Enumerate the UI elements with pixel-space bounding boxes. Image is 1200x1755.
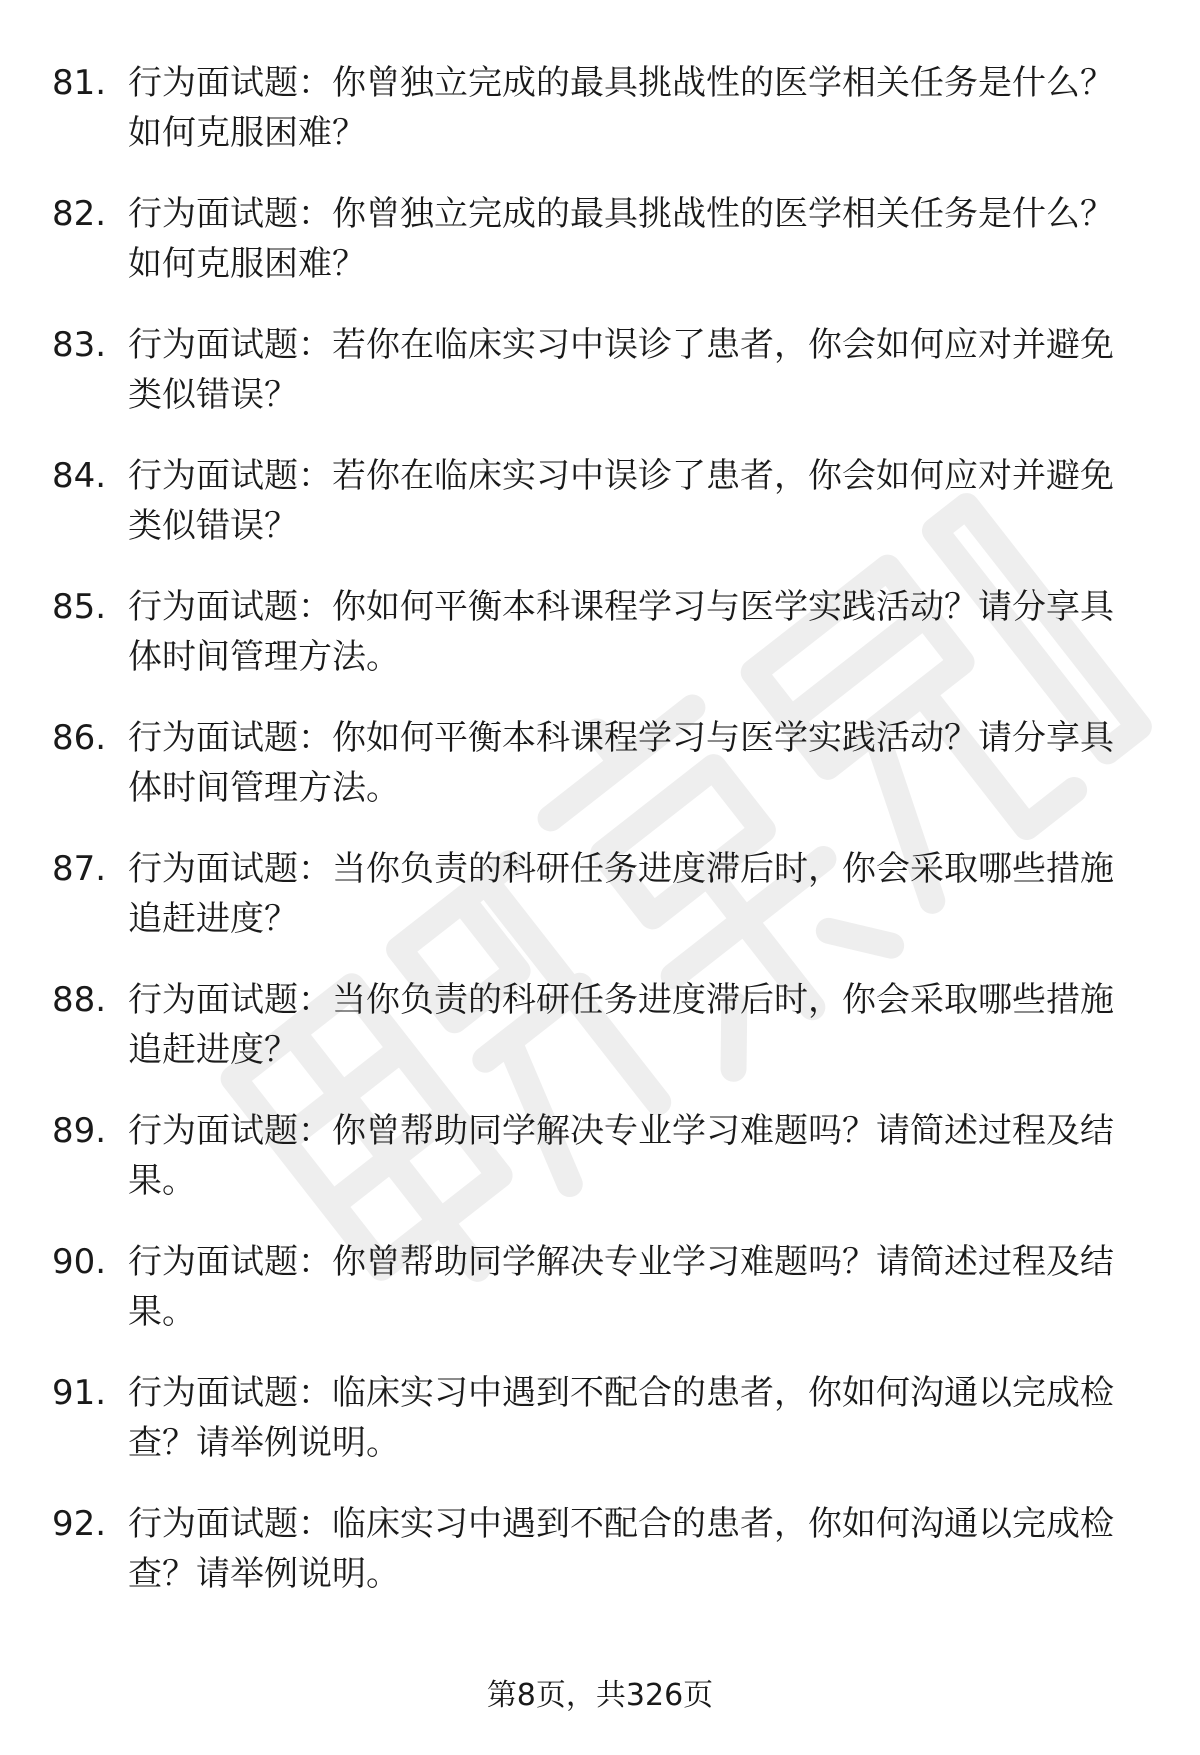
question-text: 行为面试题：若你在临床实习中误诊了患者，你会如何应对并避免类似错误？ bbox=[128, 325, 1114, 415]
list-item bbox=[0, 1499, 1200, 1630]
list-item bbox=[0, 189, 1200, 320]
question-text: 行为面试题：你曾独立完成的最具挑战性的医学相关任务是什么？如何克服困难？ bbox=[128, 63, 1114, 153]
list-item bbox=[0, 582, 1200, 713]
list-item bbox=[0, 1106, 1200, 1237]
question-text: 行为面试题：当你负责的科研任务进度滞后时，你会采取哪些措施追赶进度？ bbox=[128, 849, 1114, 939]
question-text: 行为面试题：你如何平衡本科课程学习与医学实践活动？请分享具体时间管理方法。 bbox=[128, 718, 1114, 808]
question-number: 91. bbox=[52, 1373, 107, 1413]
question-text: 行为面试题：你曾帮助同学解决专业学习难题吗？请简述过程及结果。 bbox=[128, 1111, 1114, 1201]
question-number: 88. bbox=[52, 980, 107, 1020]
question-number: 92. bbox=[52, 1504, 107, 1544]
question-text: 行为面试题：若你在临床实习中误诊了患者，你会如何应对并避免类似错误？ bbox=[128, 456, 1114, 546]
question-number: 83. bbox=[52, 325, 107, 365]
question-number: 89. bbox=[52, 1111, 107, 1151]
list-item bbox=[0, 58, 1200, 189]
question-number: 87. bbox=[52, 849, 107, 889]
list-item bbox=[0, 451, 1200, 582]
list-item bbox=[0, 975, 1200, 1106]
question-number: 86. bbox=[52, 718, 107, 758]
page-number-footer: 第8页，共326页 bbox=[486, 1678, 714, 1713]
question-text: 行为面试题：临床实习中遇到不配合的患者，你如何沟通以完成检查？请举例说明。 bbox=[128, 1504, 1114, 1594]
question-text: 行为面试题：你曾独立完成的最具挑战性的医学相关任务是什么？如何克服困难？ bbox=[128, 194, 1114, 284]
question-list bbox=[0, 58, 1200, 1630]
question-number: 81. bbox=[52, 63, 107, 103]
question-text: 行为面试题：你曾帮助同学解决专业学习难题吗？请简述过程及结果。 bbox=[128, 1242, 1114, 1332]
question-text: 行为面试题：临床实习中遇到不配合的患者，你如何沟通以完成检查？请举例说明。 bbox=[128, 1373, 1114, 1463]
list-item bbox=[0, 1237, 1200, 1368]
question-number: 85. bbox=[52, 587, 107, 627]
question-text: 行为面试题：你如何平衡本科课程学习与医学实践活动？请分享具体时间管理方法。 bbox=[128, 587, 1114, 677]
list-item bbox=[0, 1368, 1200, 1499]
list-item bbox=[0, 844, 1200, 975]
list-item bbox=[0, 320, 1200, 451]
question-text: 行为面试题：当你负责的科研任务进度滞后时，你会采取哪些措施追赶进度？ bbox=[128, 980, 1114, 1070]
list-item bbox=[0, 713, 1200, 844]
question-number: 82. bbox=[52, 194, 107, 234]
question-number: 90. bbox=[52, 1242, 107, 1282]
question-number: 84. bbox=[52, 456, 107, 496]
